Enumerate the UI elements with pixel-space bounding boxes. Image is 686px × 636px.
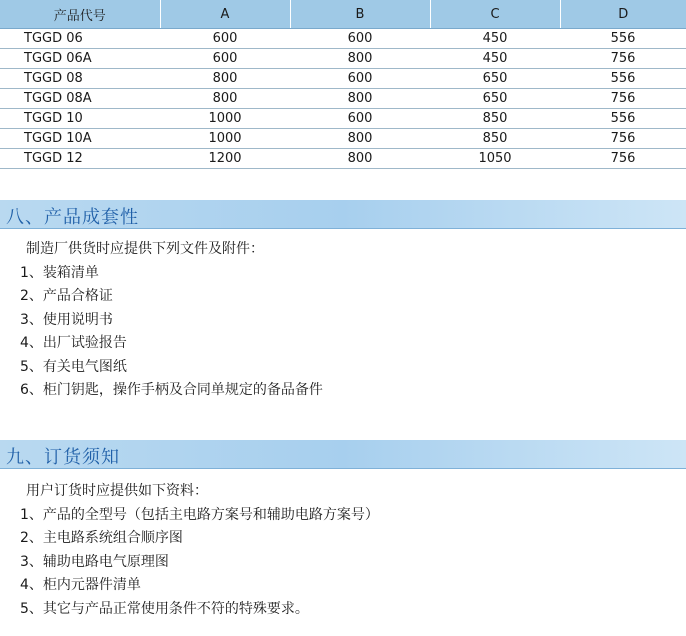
cell-model: TGGD 06A	[0, 49, 160, 69]
cell-b: 800	[290, 89, 430, 109]
table-header-row	[0, 0, 686, 29]
table-row	[0, 109, 686, 129]
cell-a: 1200	[160, 149, 290, 169]
list-item: 3、使用说明书	[20, 311, 113, 328]
section-body-ordering	[20, 480, 379, 621]
cell-c: 850	[430, 109, 560, 129]
table-row	[0, 49, 686, 69]
cell-a: 1000	[160, 129, 290, 149]
table-row	[0, 89, 686, 109]
cell-b: 600	[290, 29, 430, 49]
list-item: 2、产品合格证	[20, 288, 113, 304]
list-item: 5、其它与产品正常使用条件不符的特殊要求。	[20, 600, 309, 617]
cell-d: 556	[560, 69, 686, 89]
cell-a: 600	[160, 49, 290, 69]
header-d: D	[560, 0, 686, 29]
cell-model: TGGD 10A	[0, 129, 160, 149]
cell-c: 450	[430, 29, 560, 49]
cell-a: 800	[160, 69, 290, 89]
cell-model: TGGD 12	[0, 149, 160, 169]
cell-model: TGGD 08	[0, 69, 160, 89]
cell-model: TGGD 10	[0, 109, 160, 129]
cell-d: 556	[560, 29, 686, 49]
list-item: 2、主电路系统组合顺序图	[20, 530, 183, 546]
table-row	[0, 29, 686, 49]
header-a: A	[160, 0, 290, 29]
section-title: 九、订货须知	[6, 447, 120, 468]
cell-c: 850	[430, 129, 560, 149]
section-intro: 制造厂供货时应提供下列文件及附件：	[26, 241, 264, 257]
section-title: 八、产品成套性	[6, 207, 139, 228]
section-intro: 用户订货时应提供如下资料：	[26, 483, 208, 499]
cell-b: 600	[290, 109, 430, 129]
cell-a: 600	[160, 29, 290, 49]
cell-b: 800	[290, 129, 430, 149]
cell-model: TGGD 06	[0, 29, 160, 49]
header-b: B	[290, 0, 430, 29]
cell-b: 800	[290, 49, 430, 69]
cell-c: 650	[430, 89, 560, 109]
header-c: C	[430, 0, 560, 29]
cell-d: 756	[560, 89, 686, 109]
table-row	[0, 69, 686, 89]
cell-d: 756	[560, 149, 686, 169]
section-body-completeness	[20, 238, 323, 403]
table-row	[0, 129, 686, 149]
dimension-table	[0, 0, 686, 169]
list-item: 6、柜门钥匙，操作手柄及合同单规定的备品备件	[20, 382, 323, 398]
section-header-ordering	[0, 440, 686, 469]
cell-d: 756	[560, 49, 686, 69]
list-item: 1、装箱清单	[20, 264, 99, 281]
cell-c: 450	[430, 49, 560, 69]
cell-model: TGGD 08A	[0, 89, 160, 109]
cell-c: 1050	[430, 149, 560, 169]
cell-a: 1000	[160, 109, 290, 129]
cell-d: 556	[560, 109, 686, 129]
cell-c: 650	[430, 69, 560, 89]
list-item: 4、柜内元器件清单	[20, 577, 141, 593]
section-header-completeness	[0, 200, 686, 229]
list-item: 4、出厂试验报告	[20, 335, 127, 351]
header-model: 产品代号	[0, 0, 160, 29]
table-row	[0, 149, 686, 169]
cell-d: 756	[560, 129, 686, 149]
list-item: 5、有关电气图纸	[20, 358, 127, 375]
list-item: 3、辅助电路电气原理图	[20, 553, 169, 570]
cell-b: 600	[290, 69, 430, 89]
cell-a: 800	[160, 89, 290, 109]
list-item: 1、产品的全型号（包括主电路方案号和辅助电路方案号）	[20, 506, 379, 523]
cell-b: 800	[290, 149, 430, 169]
